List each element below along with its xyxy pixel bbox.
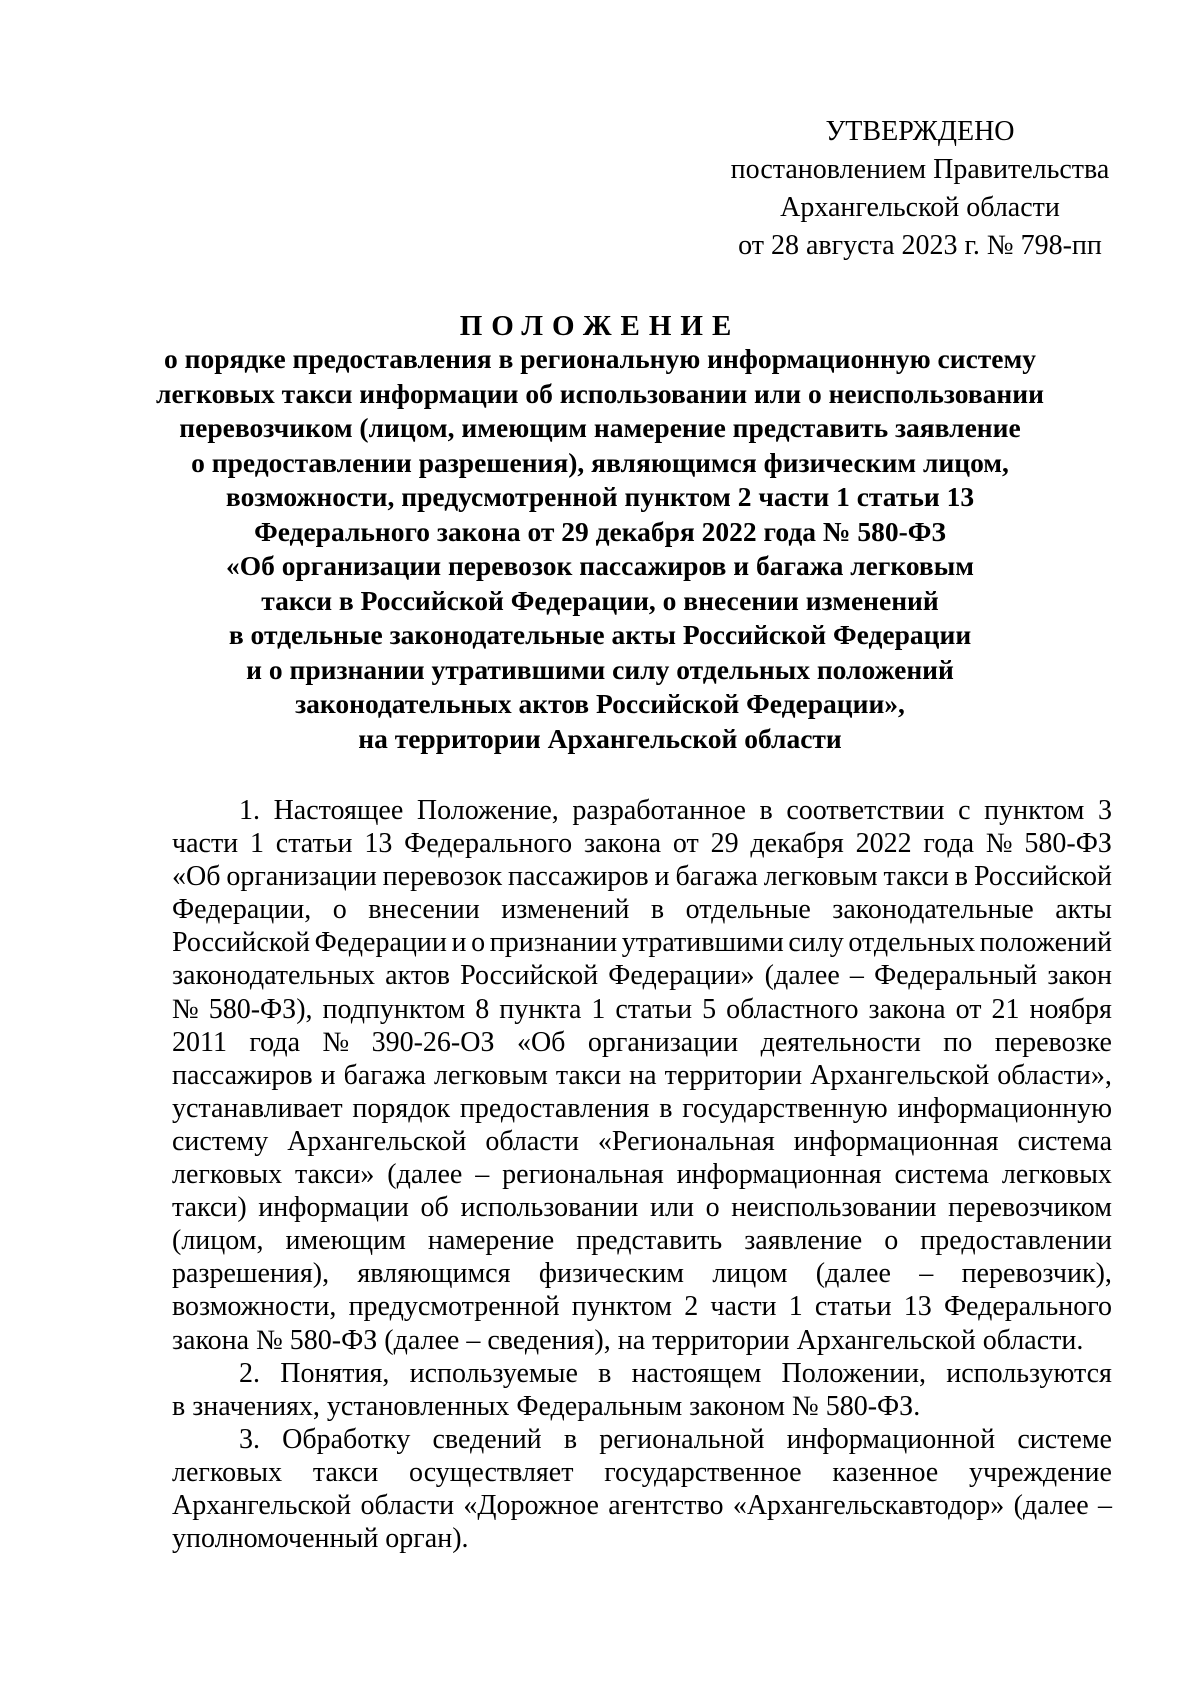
subtitle-line: возможности, предусмотренной пунктом 2 части 1 статьи 13 — [225, 481, 975, 512]
subtitle-line: перевозчиком (лицом, имеющим намерение представить заявление — [179, 412, 1021, 443]
text-line: (лицом, имеющим намерение представить заявление о предоставлении — [172, 1225, 1112, 1257]
text-line: Федерации, о внесении изменений в отдельные законодательные акты — [172, 894, 1112, 926]
approval-title: УТВЕРЖДЕНО — [825, 116, 1015, 147]
text-line: Архангельской области «Дорожное агентство «Архангельскавтодор» (далее – — [172, 1489, 1112, 1521]
text-line: «Об организации перевозок пассажиров и багажа легковым такси в Российской — [172, 861, 1112, 893]
text-line: уполномоченный орган). — [172, 1523, 469, 1555]
text-line: разрешения), являющимся физическим лицом (далее – перевозчик), — [172, 1258, 1112, 1290]
text-line: части 1 статьи 13 Федерального закона от 29 декабря 2022 года № 580-ФЗ — [172, 828, 1112, 860]
text-line: легковых такси осуществляет государственное казенное учреждение — [172, 1456, 1112, 1488]
subtitle-line: такси в Российской Федерации, о внесении изменений — [261, 584, 939, 616]
text-line: законодательных актов Российской Федерации» (далее – Федеральный закон — [172, 960, 1112, 992]
paragraph-1 — [172, 794, 1112, 1357]
text-line: возможности, предусмотренной пунктом 2 части 1 статьи 13 Федерального — [172, 1291, 1112, 1323]
text-line: 2. Понятия, используемые в настоящем Положении, используются — [239, 1357, 1112, 1389]
paragraph-2 — [172, 1357, 1112, 1423]
text-line: 3. Обработку сведений в региональной информационной системе — [239, 1423, 1112, 1455]
text-line: в значениях, установленных Федеральным законом № 580-ФЗ. — [172, 1390, 921, 1422]
text-line: закона № 580-ФЗ (далее – сведения), на территории Архангельской области. — [172, 1324, 1084, 1356]
text-line: № 580-ФЗ), подпунктом 8 пункта 1 статьи 5 областного закона от 21 ноября — [172, 993, 1112, 1025]
text-line: пассажиров и багажа легковым такси на территории Архангельской области», — [172, 1059, 1112, 1091]
text-line: 1. Настоящее Положение, разработанное в соответствии с пунктом 3 — [239, 795, 1112, 826]
subtitle-line: на территории Архангельской области — [358, 722, 842, 754]
approval-stamp — [700, 113, 1140, 265]
subtitle-line: легковых такси информации об использовании или о неиспользовании — [156, 377, 1044, 409]
paragraph-3 — [172, 1423, 1112, 1555]
text-line: 2011 года № 390-26-ОЗ «Об организации деятельности по перевозке — [172, 1026, 1112, 1058]
subtitle-line: «Об организации перевозок пассажиров и багажа легковым — [226, 550, 974, 581]
subtitle-line: о порядке предоставления в региональную информационную систему — [163, 343, 1036, 374]
subtitle-line: законодательных актов Российской Федерации», — [295, 688, 905, 719]
approval-resolution: постановлением Правительства — [730, 154, 1110, 185]
text-line: легковых такси» (далее – региональная информационная система легковых — [172, 1159, 1112, 1191]
text-line: устанавливает порядок предоставления в государственную информационную — [172, 1092, 1112, 1124]
subtitle-line: в отдельные законодательные акты Российской Федерации — [228, 619, 972, 650]
document-subtitle — [155, 342, 1045, 756]
approval-date-number: от 28 августа 2023 г. № 798-пп — [738, 230, 1102, 261]
subtitle-line: Федерального закона от 29 декабря 2022 года № 580-ФЗ — [254, 515, 946, 547]
subtitle-line: о предоставлении разрешения), являющимся физическим лицом, — [191, 446, 1009, 478]
approval-region: Архангельской области — [780, 192, 1060, 223]
document-title: ПОЛОЖЕНИЕ — [459, 310, 741, 342]
text-line: такси) информации об использовании или о неиспользовании перевозчиком — [172, 1192, 1112, 1224]
subtitle-line: и о признании утратившими силу отдельных положений — [246, 653, 954, 685]
text-line: систему Архангельской области «Региональная информационная система — [172, 1125, 1112, 1157]
text-line: Российской Федерации и о признании утратившими силу отдельных положений — [172, 927, 1112, 959]
document-body — [172, 794, 1112, 1555]
